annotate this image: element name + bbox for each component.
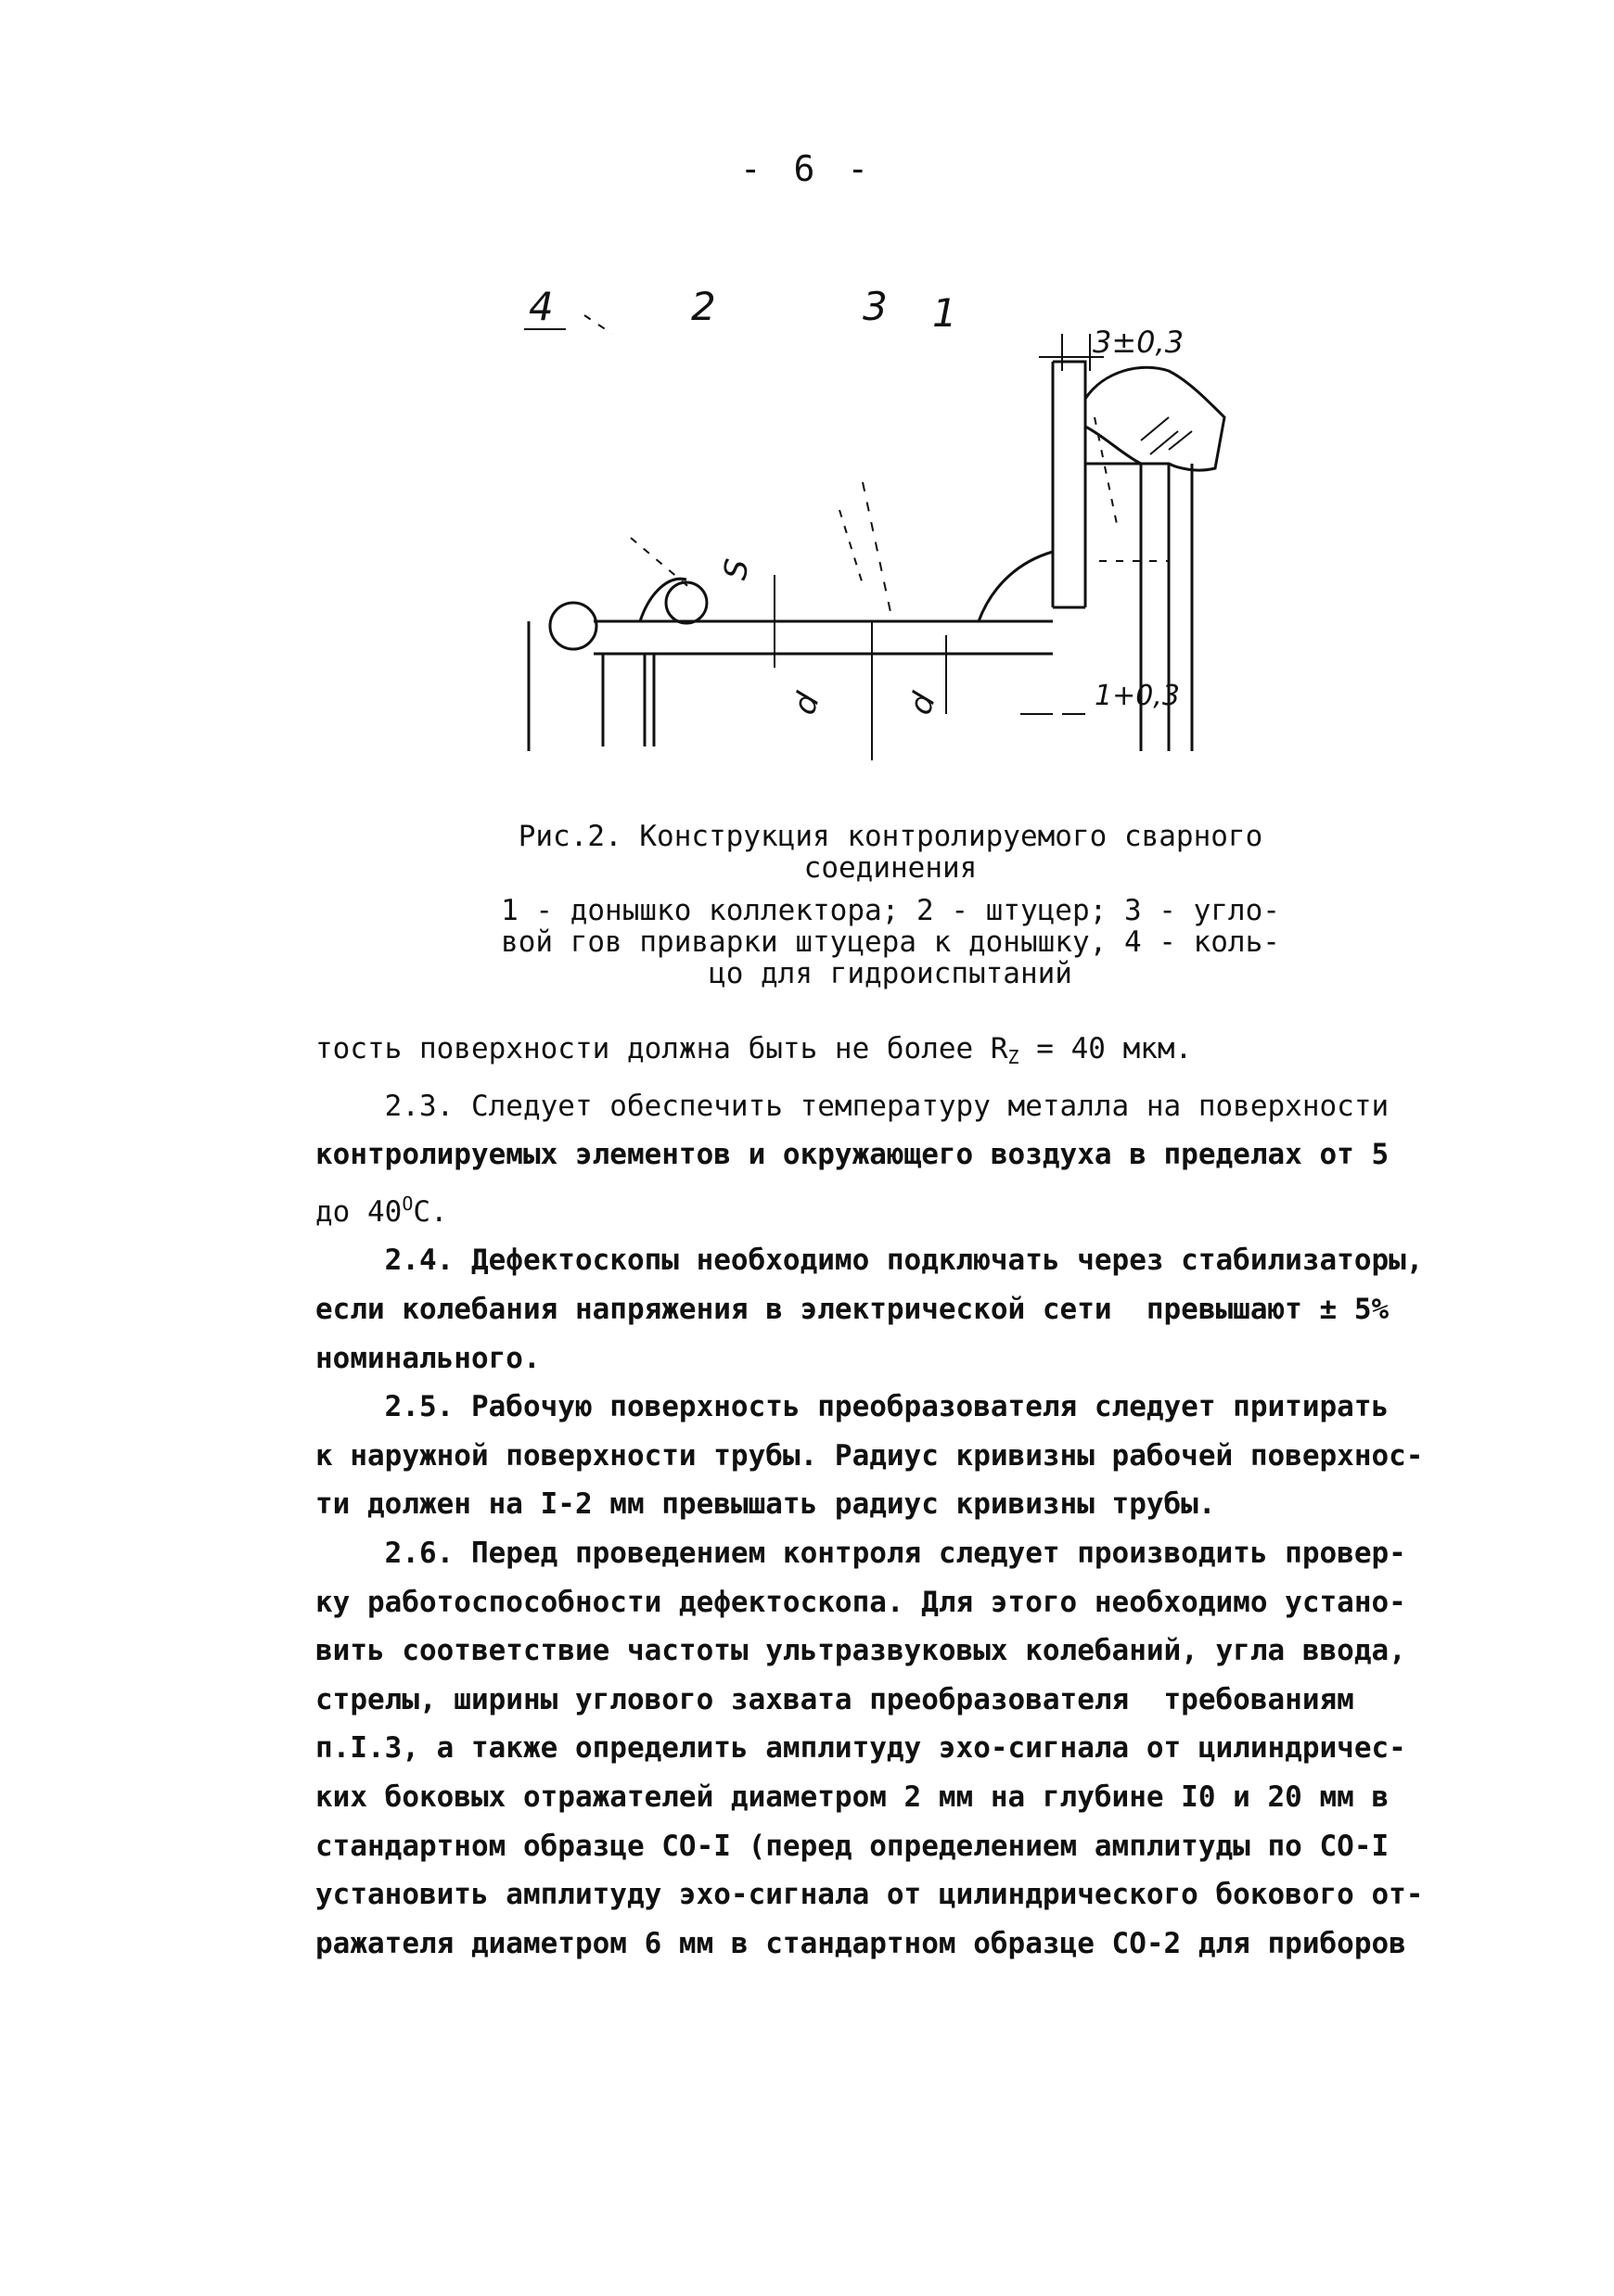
caption-legend-line: вой гов приварки штуцера к донышку, 4 - коль- [501,925,1280,959]
text-line: ражателя диаметром 6 мм в стандартном образце СО-2 для приборов [315,1926,1406,1960]
weld-joint-figure [501,278,1336,797]
text-fragment: тость поверхности должна быть не более R [315,1032,1008,1065]
text-line: п.I.3, а также определить амплитуду эхо-сигнала от цилиндричес- [315,1731,1406,1766]
collector-weld [1085,367,1224,470]
text-line: контролируемых элементов и окружающего воздуха в пределах от 5 [315,1138,1390,1172]
body-text [315,1025,1484,1968]
text-line: ку работоспособности дефектоскопа. Для этого необходимо устано- [315,1585,1406,1619]
superscript: О [402,1192,414,1215]
text-line: стрелы, ширины углового захвата преобразователя требованиям [315,1682,1354,1716]
text-line: 2.6. Перед проведением контроля следует производить провер- [315,1536,1406,1570]
dimension-d2: d [901,687,943,720]
callout-4: 4 [529,284,554,329]
callout-3: 3 [863,284,888,329]
text-fragment: до 40 [315,1194,403,1229]
nozzle-inner [603,654,654,746]
ring-hydrotest [550,603,596,649]
text-line [315,1025,1484,1082]
dimension-d1: d [785,687,827,720]
text-line: ти должен на I-2 мм превышать радиус кривизны трубы. [315,1487,1216,1522]
subscript: Z [1007,1046,1019,1068]
caption-legend-line: цо для гидроиспытаний [709,957,1072,990]
dimension-top: 3±0,3 [1093,325,1185,360]
text-fragment: = 40 мкм. [1018,1032,1193,1065]
figure-caption-legend [445,895,1336,989]
caption-title-line: соединения [803,851,978,885]
nozzle-outer [594,621,1053,654]
caption-title-line: Рис.2. Конструкция контролируемого сварного [518,820,1263,853]
figure-caption-title [445,821,1336,884]
text-line: если колебания напряжения в электрической сети превышают ± 5% [315,1292,1390,1326]
text-line [315,1180,1484,1237]
callout-2: 2 [691,284,716,329]
caption-legend-line: 1 - донышко коллектора; 2 - штуцер; 3 - угло- [501,894,1280,927]
dimension-bottom: 1+0,3 [1095,680,1180,712]
text-line: номинального. [315,1341,541,1375]
text-line: к наружной поверхности трубы. Радиус кривизны рабочей поверхнос- [315,1438,1424,1473]
page-number: - 6 - [739,148,875,189]
text-line: 2.3. Следует обеспечить температуру металла на поверхности [315,1089,1390,1123]
fillet-weld [979,552,1053,621]
text-line: вить соответствие частоты ультразвуковых колебаний, угла ввода, [315,1634,1406,1668]
text-line: ких боковых отражателей диаметром 2 мм на глубине I0 и 20 мм в [315,1779,1390,1814]
callout-1: 1 [932,290,957,336]
text-line: стандартном образце СО-I (перед определением амплитуды по СО-I [315,1829,1390,1863]
weld-joint-drawing [501,278,1336,797]
collector-bottom [1053,362,1085,607]
text-fragment: С. [413,1194,448,1229]
text-line: 2.5. Рабочую поверхность преобразователя следует притирать [315,1390,1390,1424]
weld-ring [666,582,707,623]
text-line: установить амплитуду эхо-сигнала от цилиндрического бокового от- [315,1878,1424,1912]
text-line: 2.4. Дефектоскопы необходимо подключать через стабилизаторы, [315,1244,1424,1278]
dimension-s: S [716,555,757,583]
